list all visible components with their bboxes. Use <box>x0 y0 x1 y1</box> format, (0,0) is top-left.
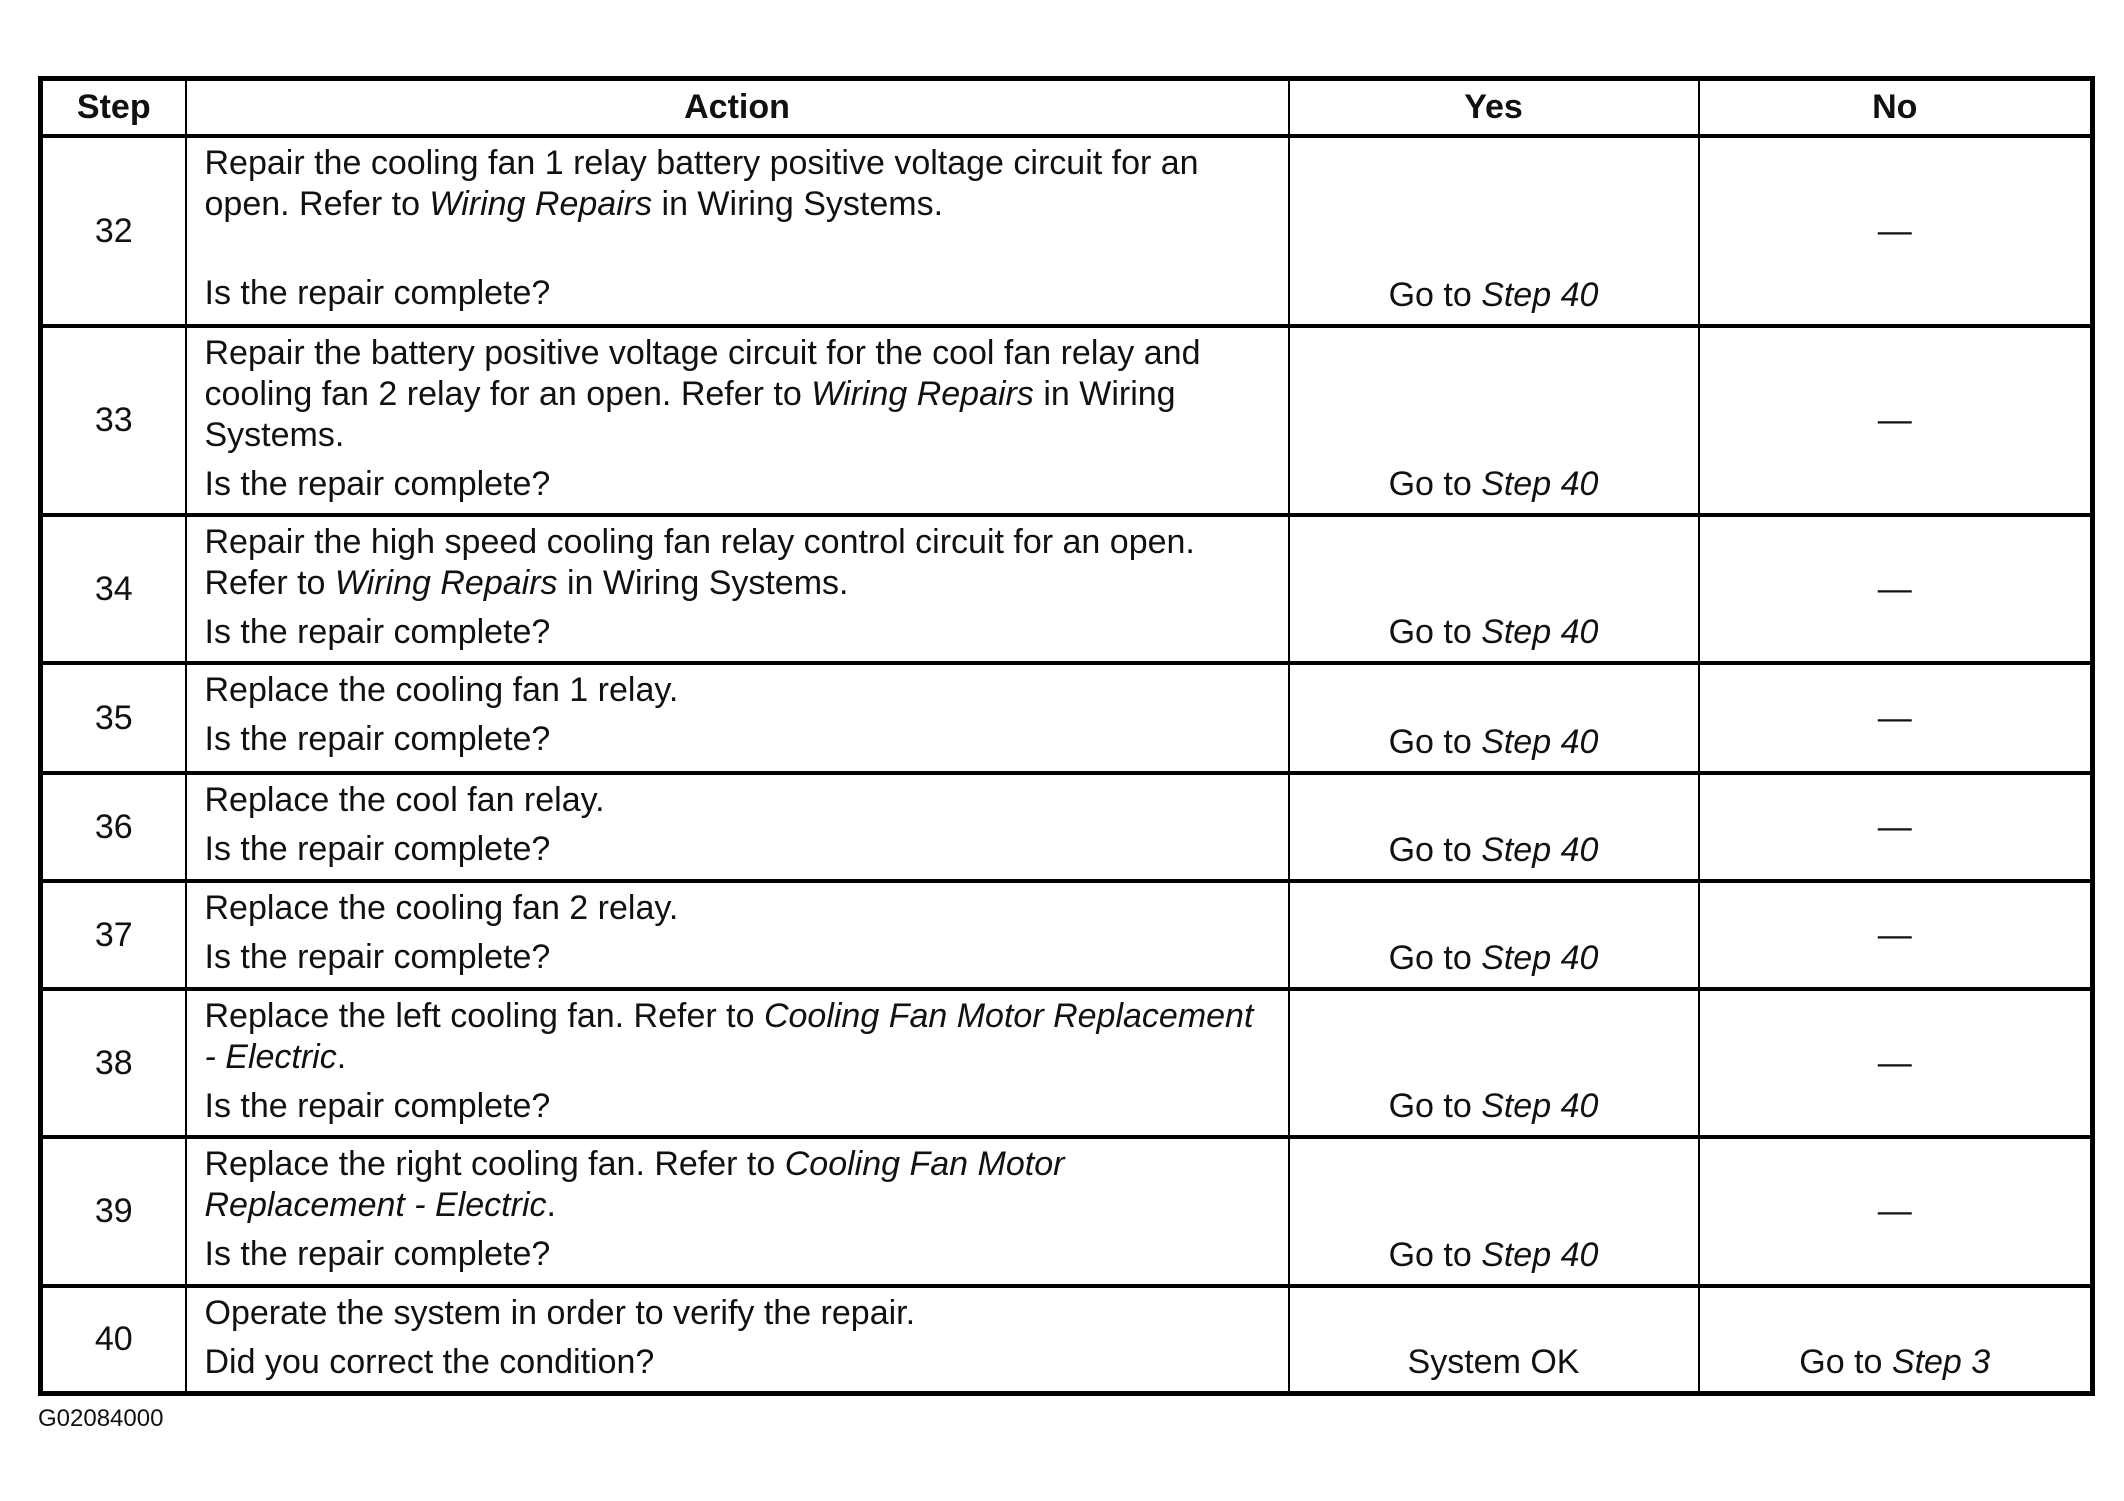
yes-result-segment: Step 40 <box>1481 1236 1599 1274</box>
action-question: Is the repair complete? <box>204 720 551 758</box>
action-cell <box>186 326 1289 515</box>
no-result-segment: — <box>1877 807 1912 846</box>
no-result <box>1699 515 2093 663</box>
header-no: No <box>1699 79 2093 137</box>
table-row <box>41 663 2093 773</box>
action-cell <box>186 136 1289 326</box>
yes-result-segment: Go to <box>1388 723 1482 761</box>
yes-result-segment: Step 40 <box>1481 276 1599 314</box>
step-number: 39 <box>41 1137 186 1286</box>
diagnostic-table <box>38 76 2095 1396</box>
action-instruction <box>205 143 1274 225</box>
action-instruction-segment: . <box>336 1038 347 1076</box>
table-row <box>41 326 2093 515</box>
action-instruction <box>205 780 1274 821</box>
yes-result-segment: Go to <box>1388 831 1482 869</box>
yes-result <box>1289 326 1699 515</box>
header-yes: Yes <box>1289 79 1699 137</box>
table-row <box>41 989 2093 1137</box>
yes-result-segment: Go to <box>1388 613 1482 651</box>
figure-id: G02084000 <box>38 1405 164 1432</box>
action-question: Is the repair complete? <box>204 938 551 976</box>
action-instruction-segment: Wiring Repairs <box>811 375 1034 413</box>
yes-result-segment: Go to <box>1388 276 1482 314</box>
action-question: Is the repair complete? <box>204 613 551 651</box>
action-instruction-segment: Repair the battery positive voltage circuit for the cool fan relay and cooling fan 2 relay for an open. Refer to <box>204 334 1201 413</box>
yes-result <box>1289 989 1699 1137</box>
yes-result-segment: System OK <box>1407 1343 1580 1381</box>
step-number: 32 <box>41 136 186 326</box>
step-number: 38 <box>41 989 186 1137</box>
no-result-segment: — <box>1877 211 1912 250</box>
action-instruction-segment: Cooling Fan Motor Replacement - Electric <box>204 997 1254 1076</box>
action-instruction-segment: in Wiring Systems. <box>652 185 944 223</box>
step-number: 37 <box>41 881 186 989</box>
action-instruction-segment: Repair the cooling fan 1 relay battery positive voltage circuit for an open. Refer to <box>204 144 1199 223</box>
step-number: 40 <box>41 1286 186 1394</box>
no-result-segment: Step 3 <box>1891 1343 1991 1381</box>
yes-result-segment: Go to <box>1388 465 1482 503</box>
action-instruction <box>205 1293 1274 1334</box>
yes-result <box>1289 1137 1699 1286</box>
no-result <box>1699 1137 2093 1286</box>
action-instruction <box>205 522 1274 604</box>
header-row <box>41 79 2093 137</box>
yes-result-segment: Go to <box>1388 1087 1482 1125</box>
yes-result-segment: Go to <box>1388 1236 1482 1274</box>
no-result-segment: — <box>1877 1192 1912 1230</box>
action-instruction-segment: Cooling Fan Motor Replacement - Electric <box>204 1145 1065 1224</box>
no-result <box>1699 663 2093 773</box>
action-question: Is the repair complete? <box>204 1087 551 1125</box>
action-cell <box>186 515 1289 663</box>
no-result-segment: — <box>1877 401 1912 439</box>
yes-result-segment: Step 40 <box>1481 939 1599 977</box>
no-result <box>1699 326 2093 515</box>
no-result <box>1699 136 2093 326</box>
action-instruction-segment: in Wiring Systems. <box>204 375 1176 454</box>
no-result-segment: — <box>1877 1043 1912 1082</box>
no-result <box>1699 1286 2093 1394</box>
action-instruction-segment: Wiring Repairs <box>334 564 558 602</box>
header-action: Action <box>186 79 1289 137</box>
table-body <box>41 136 2093 1394</box>
action-question: Is the repair complete? <box>204 465 551 503</box>
action-instruction <box>205 996 1274 1078</box>
table-row <box>41 1286 2093 1394</box>
table-row <box>41 773 2093 881</box>
action-question: Is the repair complete? <box>204 274 551 312</box>
yes-result <box>1289 773 1699 881</box>
no-result-segment: — <box>1877 698 1912 737</box>
no-result-segment: Go to <box>1799 1343 1892 1381</box>
action-cell <box>186 881 1289 989</box>
step-number: 33 <box>41 326 186 515</box>
action-instruction-segment: Repair the high speed cooling fan relay control circuit for an open. Refer to <box>204 523 1195 602</box>
yes-result <box>1289 136 1699 326</box>
step-number: 34 <box>41 515 186 663</box>
yes-result-segment: Step 40 <box>1481 613 1599 651</box>
yes-result-segment: Step 40 <box>1481 1087 1599 1125</box>
action-question: Did you correct the condition? <box>204 1343 655 1381</box>
table-row <box>41 515 2093 663</box>
action-cell <box>186 773 1289 881</box>
no-result <box>1699 989 2093 1137</box>
action-instruction-segment: Replace the right cooling fan. Refer to <box>204 1145 785 1183</box>
action-instruction-segment: Wiring Repairs <box>429 185 653 223</box>
action-instruction <box>205 1144 1274 1226</box>
yes-result-segment: Step 40 <box>1481 831 1599 869</box>
action-instruction-segment: Operate the system in order to verify the repair. <box>204 1294 916 1332</box>
table-row <box>41 881 2093 989</box>
action-cell <box>186 663 1289 773</box>
table-row <box>41 136 2093 326</box>
action-instruction-segment: Replace the left cooling fan. Refer to <box>204 997 764 1035</box>
header-step: Step <box>41 79 186 137</box>
action-instruction <box>205 888 1274 929</box>
action-question: Is the repair complete? <box>204 830 551 868</box>
action-cell <box>186 1137 1289 1286</box>
action-instruction-segment: Replace the cooling fan 1 relay. <box>204 671 679 709</box>
yes-result <box>1289 515 1699 663</box>
action-question: Is the repair complete? <box>204 1235 551 1273</box>
action-cell <box>186 989 1289 1137</box>
no-result <box>1699 881 2093 989</box>
table-row <box>41 1137 2093 1286</box>
no-result <box>1699 773 2093 881</box>
yes-result <box>1289 881 1699 989</box>
no-result-segment: — <box>1877 915 1912 954</box>
yes-result-segment: Go to <box>1388 939 1482 977</box>
yes-result <box>1289 663 1699 773</box>
action-instruction <box>205 670 1274 711</box>
yes-result <box>1289 1286 1699 1394</box>
action-instruction-segment: in Wiring Systems. <box>557 564 849 602</box>
no-result-segment: — <box>1877 569 1912 608</box>
step-number: 35 <box>41 663 186 773</box>
action-instruction-segment: Replace the cooling fan 2 relay. <box>204 889 679 927</box>
yes-result-segment: Step 40 <box>1481 465 1599 503</box>
action-instruction <box>205 333 1274 456</box>
step-number: 36 <box>41 773 186 881</box>
action-cell <box>186 1286 1289 1394</box>
yes-result-segment: Step 40 <box>1481 723 1599 761</box>
action-instruction-segment: . <box>546 1186 556 1224</box>
action-instruction-segment: Replace the cool fan relay. <box>204 781 605 819</box>
